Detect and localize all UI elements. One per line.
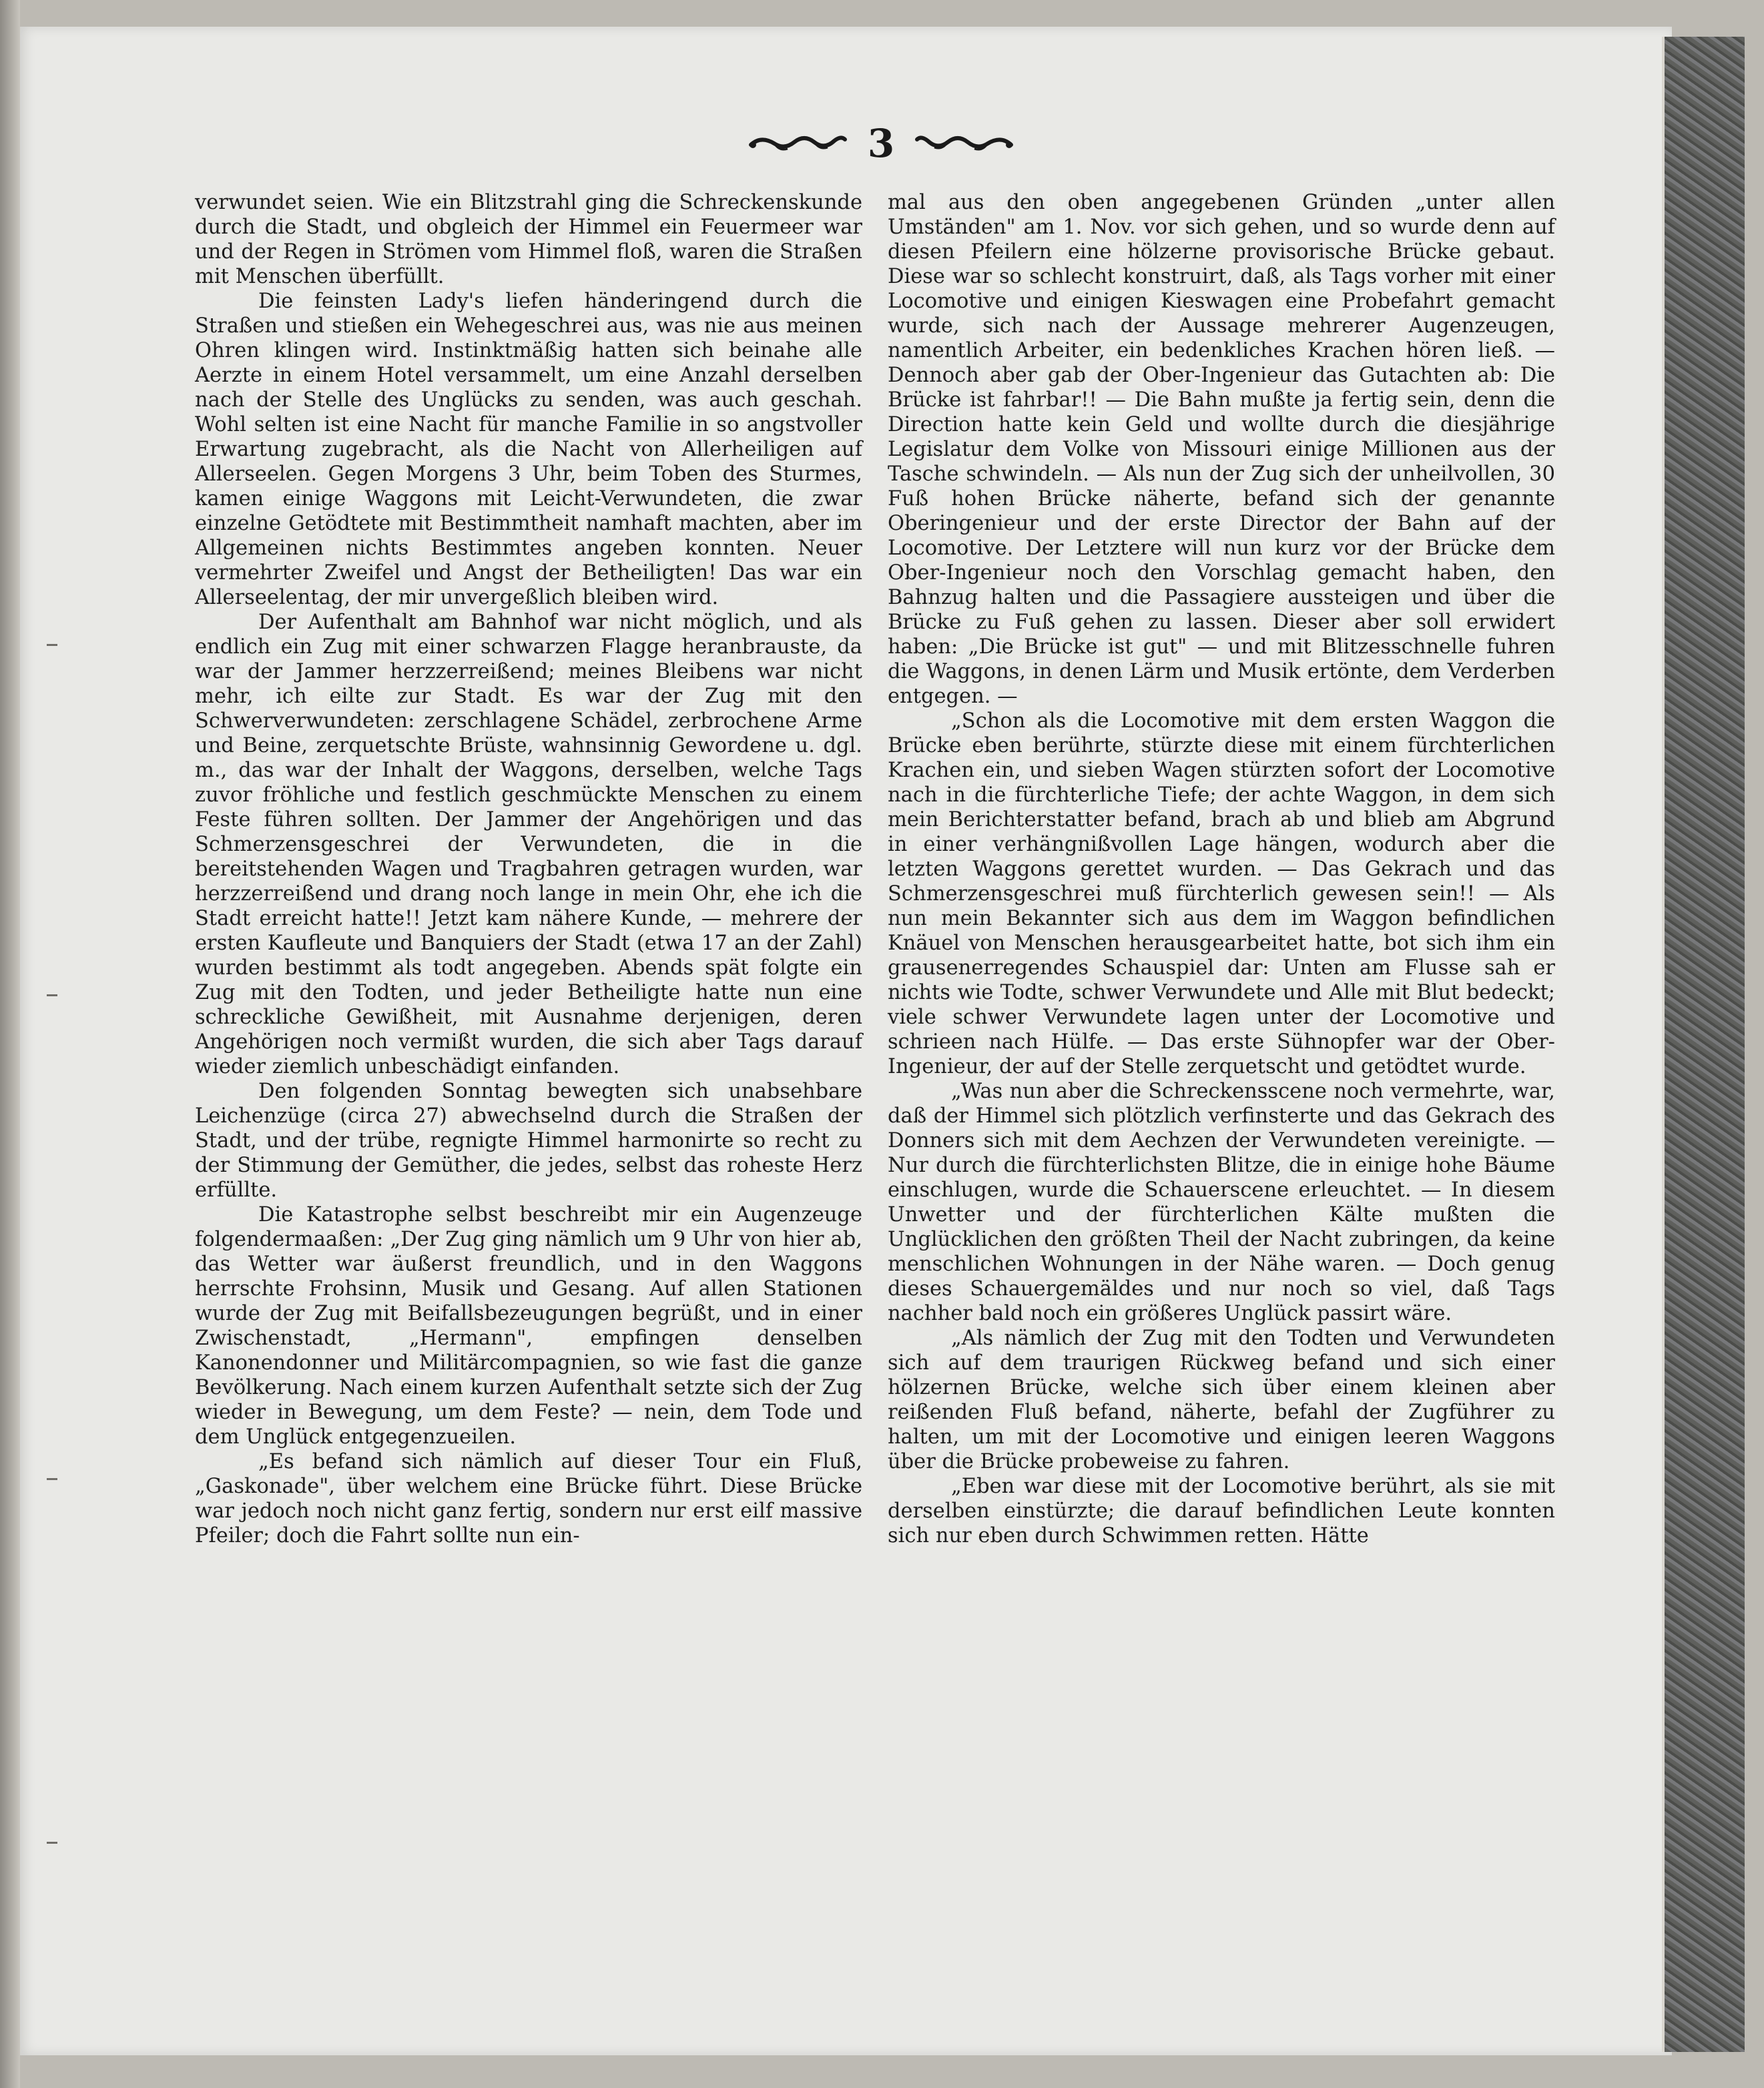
binding-stitch (47, 994, 57, 996)
binding-stitch (47, 644, 57, 646)
page-number: 3 (867, 121, 895, 166)
paragraph: Die feinsten Lady's liefen händeringend durch die Straßen und stießen ein Wehegeschrei aus, was nie aus meinen Ohren klingen wird. Instinktmäßig hatten sich beinahe alle Aerzte in einem Hotel versammelt, um eine Anzahl derselben nach der Stelle des Unglücks zu senden, was auch geschah. Wohl selten ist eine Nacht für manche Familie in so angstvoller Erwartung zugebracht, als die Nacht von Allerheiligen auf Allerseelen. Gegen Morgens 3 Uhr, beim Toben des Sturmes, kamen einige Waggons mit Leicht-Verwundeten, die zwar einzelne Getödtete mit Bestimmtheit namhaft machten, aber im Allgemeinen nichts Bestimmtes angeben konnten. Neuer vermehrter Zweifel und Angst der Betheiligten! Das war ein Allerseelentag, der mir unvergeßlich bleiben wird. (195, 290, 862, 609)
paragraph: Die Katastrophe selbst beschreibt mir ein Augenzeuge folgendermaaßen: „Der Zug ging nämlich um 9 Uhr von hier ab, das Wetter war äußerst freundlich, und in den Waggons herrschte Frohsinn, Musik und Gesang. Auf allen Stationen wurde der Zug mit Beifallsbezeugungen begrüßt, und in einer Zwischenstadt, „Hermann", empfingen denselben Kanonendonner und Militärcompagnien, so wie fast die ganze Bevölkerung. Nach einem kurzen Aufenthalt setzte sich der Zug wieder in Bewegung, um dem Feste? — nein, dem Tode und dem Unglück entgegenzueilen. (195, 1203, 862, 1449)
paragraph: „Was nun aber die Schreckensscene noch vermehrte, war, daß der Himmel sich plötzlich verfinsterte und das Gekrach des Donners sich mit dem Aechzen der Verwundeten vereinigte. — Nur durch die fürchterlichsten Blitze, die in einige hohe Bäume einschlugen, wurde die Schauerscene erleuchtet. — In diesem Unwetter und der fürchterlichen Kälte mußten die Unglücklichen den größten Theil der Nacht zubringen, da keine menschlichen Wohnungen in der Nähe waren. — Doch genug dieses Schauergemäldes und nur noch so viel, daß Tags nachher bald noch ein größeres Unglück passirt wäre. (888, 1080, 1555, 1325)
paragraph: verwundet seien. Wie ein Blitzstrahl ging die Schreckenskunde durch die Stadt, und obgleich der Himmel ein Feuermeer war und der Regen in Strömen vom Himmel floß, waren die Straßen mit Menschen überfüllt. (195, 191, 862, 288)
marbled-cover-edge (1662, 37, 1745, 2052)
scroll-ornament-right-icon (914, 130, 1014, 157)
binding-stitch (47, 1842, 57, 1844)
binding-stitch (47, 1478, 57, 1480)
left-text-column (195, 190, 862, 1548)
paragraph: „Als nämlich der Zug mit den Todten und Verwundeten sich auf dem traurigen Rückweg befand und sich einer hölzernen Brücke, welche sich über einem kleinen aber reißenden Fluß befand, näherte, befahl der Zugführer zu halten, um mit der Locomotive und einigen leeren Waggons über die Brücke probeweise zu fahren. (888, 1327, 1555, 1473)
scroll-ornament-left-icon (748, 130, 848, 157)
paragraph: „Eben war diese mit der Locomotive berührt, als sie mit derselben einstürzte; die darauf befindlichen Leute konnten sich nur eben durch Schwimmen retten. Hätte (888, 1475, 1555, 1547)
paragraph: Den folgenden Sonntag bewegten sich unabsehbare Leichenzüge (circa 27) abwechselnd durch die Straßen der Stadt, und der trübe, regnigte Himmel harmonirte so recht zu der Stimmung der Gemüther, die jedes, selbst das roheste Herz erfüllte. (195, 1080, 862, 1202)
paragraph: „Schon als die Locomotive mit dem ersten Waggon die Brücke eben berührte, stürzte diese mit einem fürchterlichen Krachen ein, und sieben Wagen stürzten sofort der Locomotive nach in die fürchterliche Tiefe; der achte Waggon, in dem sich mein Berichterstatter befand, brach ab und blieb am Abgrund in einer verhängnißvollen Lage hängen, wodurch aber die letzten Waggons gerettet wurden. — Das Gekrach und das Schmerzensgeschrei muß fürchterlich gewesen sein!! — Als nun mein Bekannter sich aus dem im Waggon befindlichen Knäuel von Menschen herausgearbeitet hatte, bot sich ihm ein grausenerregendes Schauspiel dar: Unten am Flusse sah er nichts wie Todte, schwer Verwundete und Alle mit Blut bedeckt; viele schwer Verwundete lagen unter der Locomotive und schrieen nach Hülfe. — Das erste Sühnopfer war der Ober-Ingenieur, der auf der Stelle zerquetscht und getödtet wurde. (888, 709, 1555, 1078)
paragraph: „Es befand sich nämlich auf dieser Tour ein Fluß, „Gaskonade", über welchem eine Brücke führt. Diese Brücke war jedoch noch nicht ganz fertig, sondern nur erst eilf massive Pfeiler; doch die Fahrt sollte nun ein- (195, 1450, 862, 1547)
right-text-column (888, 190, 1555, 1548)
page-header (727, 113, 1035, 173)
paragraph: mal aus den oben angegebenen Gründen „unter allen Umständen" am 1. Nov. vor sich gehen, und so wurde denn auf diesen Pfeilern eine hölzerne provisorische Brücke gebaut. Diese war so schlecht konstruirt, daß, als Tags vorher mit einer Locomotive und einigen Kieswagen eine Probefahrt gemacht wurde, sich nach der Aussage mehrerer Augenzeugen, namentlich Arbeiter, ein bedenkliches Krachen hören ließ. — Dennoch aber gab der Ober-Ingenieur das Gutachten ab: Die Brücke ist fahrbar!! — Die Bahn mußte ja fertig sein, denn die Direction hatte kein Geld und wollte durch die diesjährige Legislatur dem Volke von Missouri einige Millionen aus der Tasche schwindeln. — Als nun der Zug sich der unheilvollen, 30 Fuß hohen Brücke näherte, befand sich der genannte Oberingenieur und der erste Director der Bahn auf der Locomotive. Der Letztere will nun kurz vor der Brücke dem Ober-Ingenieur noch den Vorschlag gemacht haben, den Bahnzug halten und die Passagiere aussteigen und über die Brücke zu Fuß gehen zu lassen. Dieser aber soll erwidert haben: „Die Brücke ist gut" — und mit Blitzesschnelle fuhren die Waggons, in denen Lärm und Musik ertönte, dem Verderben entgegen. — (888, 191, 1555, 708)
facing-page-edge (0, 0, 20, 2088)
paragraph: Der Aufenthalt am Bahnhof war nicht möglich, und als endlich ein Zug mit einer schwarzen Flagge heranbrauste, da war der Jammer herzzerreißend; meines Bleibens war nicht mehr, ich eilte zur Stadt. Es war der Zug mit den Schwerverwundeten: zerschlagene Schädel, zerbrochene Arme und Beine, zerquetschte Brüste, wahnsinnig Gewordene u. dgl. m., das war der Inhalt der Waggons, derselben, welche Tags zuvor fröhliche und festlich geschmückte Menschen zu einem Feste führen sollten. Der Jammer der Angehörigen und das Schmerzensgeschrei der Verwundeten, die in die bereitstehenden Wagen und Tragbahren getragen wurden, war herzzerreißend und drang noch lange in mein Ohr, ehe ich die Stadt erreicht hatte!! Jetzt kam nähere Kunde, — mehrere der ersten Kaufleute und Banquiers der Stadt (etwa 17 an der Zahl) wurden bestimmt als todt angegeben. Abends spät folgte ein Zug mit den Todten, und jeder Betheiligte hatte nun eine schreckliche Gewißheit, mit Ausnahme derjenigen, deren Angehörigen noch vermißt wurden, die sich aber Tags darauf wieder ziemlich unbeschädigt einfanden. (195, 611, 862, 1078)
